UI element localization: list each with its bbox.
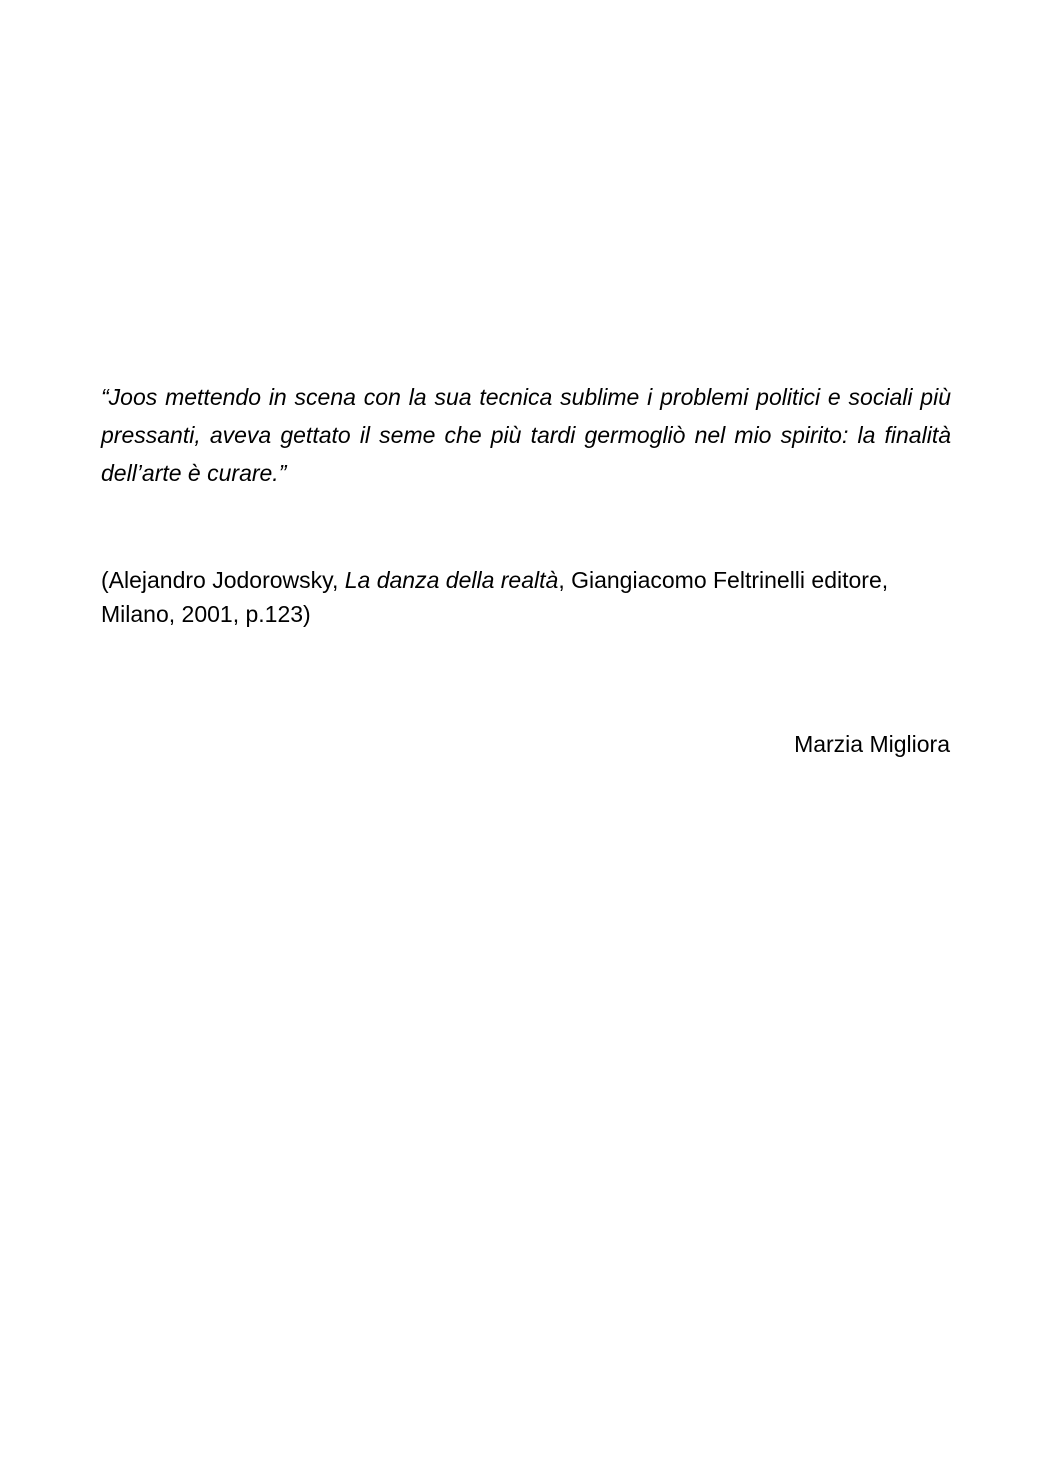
citation-suffix: , Giangiacomo Feltrinelli editore, Milano, 2001, p.123) [101,567,889,627]
quote-citation [101,563,961,631]
signature-author: Marzia Migliora [794,731,950,757]
citation-book-title: La danza della realtà [344,567,559,593]
epigraph-quote: “Joos mettendo in scena con la sua tecnica sublime i problemi politici e sociali più pressanti, aveva gettato il seme che più tardi germogliò nel mio spirito: la finalità dell’arte è curare.” [101,384,951,486]
citation-prefix: (Alejandro Jodorowsky, [101,567,345,593]
